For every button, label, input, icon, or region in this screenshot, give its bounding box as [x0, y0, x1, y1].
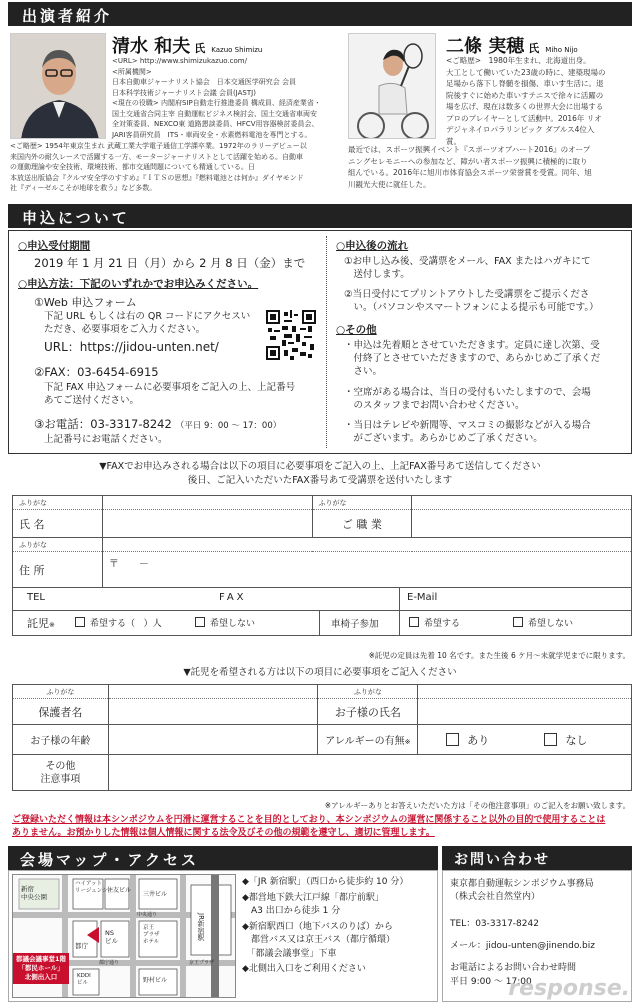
age-field[interactable] — [108, 725, 318, 755]
period-text: 2019 年 1 月 21 日（月）から 2 月 8 日（金）まで — [34, 256, 306, 270]
other-note-2: ・空席がある場合は、当日の受付もいたしますので、会場 のスタッフまでお問い合わせください。 — [344, 387, 591, 411]
map-label-tocho: 都庁 — [75, 942, 88, 950]
checkbox[interactable] — [195, 617, 205, 627]
map-label-sumitomo: 住友ビル — [107, 887, 132, 894]
privacy-notice: ご登録いただく情報は本シンポジウムを円滑に運営することを目的としており、本シンポジウムの運営に関係すること以外の目的で使用することは ありません。お預かりした情報は個人情報に関する法令及びその他の規範を遵守し、適切に管理します。 — [12, 815, 606, 838]
postal-mark: 〒 － — [108, 559, 149, 570]
childcare-note: ※託児の定員は先着 10 名です。また生後 6 ケ月～未就学児までに限ります。 — [368, 651, 630, 660]
job-furigana-field[interactable] — [412, 496, 632, 510]
child-form-table — [12, 684, 632, 791]
address-label: 住 所 — [19, 563, 45, 577]
job-field[interactable] — [412, 510, 632, 538]
qr-code[interactable] — [266, 310, 316, 360]
tel-heading: ③お電話：03-3317-8242 （平日 9：00 ～ 17：00） — [34, 417, 282, 431]
map-label-mitsui: 三井ビル — [143, 891, 168, 898]
fax-heading: ②FAX：03-6454-6915 — [34, 365, 159, 379]
child-name-label: お子様の氏名 — [334, 705, 401, 719]
fax-form-table — [12, 495, 632, 636]
contact-hours-head: お電話によるお問い合わせ時間 — [450, 963, 577, 973]
web-url[interactable]: URL：https://jidou-unten.net/ — [44, 340, 219, 354]
tel-label: TEL — [27, 592, 45, 603]
apply-title: 申込について — [22, 209, 130, 227]
allergy-label: アレルギーの有無※ — [325, 736, 411, 747]
performers-title: 出演者紹介 — [22, 7, 113, 25]
access-routes — [242, 876, 436, 977]
child-furigana-field[interactable] — [418, 685, 632, 699]
flow-step-2: ②当日受付にてプリントアウトした受講票をご提示くださ い。（パソコンやスマートフォンによる提示も可能です。） — [344, 289, 599, 313]
checkbox[interactable] — [446, 733, 459, 746]
contact-title-bar — [442, 846, 632, 870]
map-label-keiopl: 京王プラザ — [189, 960, 215, 966]
furigana-label: ふりがな — [318, 499, 347, 507]
performers-title-bar — [8, 2, 632, 26]
checkbox[interactable] — [513, 617, 523, 627]
address-field[interactable] — [102, 552, 631, 588]
route-bus: ◆新宿駅西口（地下バスのりば）から 都営バス又は京王バス（都庁循環） 「都議会議事堂」下車 — [242, 921, 396, 959]
apply-divider — [326, 236, 327, 448]
other-note-1: ・申込は先着順とさせていただきます。定員に達し次第、受 付終了とさせていただきますので、あらかじめご了承くだ さい。 — [344, 340, 601, 377]
map-label-ns: NS ビル — [105, 929, 118, 945]
email-field[interactable] — [453, 588, 631, 610]
address-furigana-field[interactable] — [102, 538, 631, 552]
shimizu-photo — [10, 33, 106, 139]
allergy-yes-option[interactable]: あり — [446, 734, 489, 747]
web-heading: ①Web 申込フォーム — [34, 296, 137, 309]
name-field[interactable] — [102, 510, 312, 538]
notes-label: その他 注意事項 — [40, 760, 81, 785]
checkbox[interactable] — [544, 733, 557, 746]
map-label-kddi: KDDI ビル — [77, 973, 91, 986]
contact-org: 東京都自動運転シンポジウム事務局 （株式会社自然堂内） — [450, 879, 594, 902]
contact-mail[interactable]: メール：jidou-unten@jinendo.biz — [450, 941, 595, 951]
allergy-no-option[interactable]: なし — [544, 734, 587, 747]
name-furigana-field[interactable] — [102, 496, 312, 510]
furigana-label: ふりがな — [19, 499, 47, 507]
fax-label: FAX — [219, 592, 247, 603]
name-label: 氏 名 — [19, 517, 45, 531]
nijo-bio-more: 最近では、スポーツ振興イベント『スポーツオブハート2016』のオープ ニングセレモニーへの参加など、障がい者スポーツ振興に積極的に取り 組んでいる。2016年に旭川市体育協会スポーツ栄誉賞を受賞。同年、旭 川観光大使に就任した。 — [348, 145, 592, 189]
web-text: 下記 URL もしくは右の QR コードにアクセスい ただき、必要事項をご入力ください。 — [44, 311, 251, 335]
route-entrance: ◆北側出入口をご利用ください — [242, 964, 366, 974]
checkbox[interactable] — [75, 617, 85, 627]
allergy-note: ※アレルギーありとお答えいただいた方は「その他注意事項」のご記入をお願い致します。 — [324, 801, 630, 810]
shimizu-name: 清水 和夫 氏 Kazuo Shimizu — [112, 36, 263, 57]
child-name-field[interactable] — [418, 699, 632, 725]
contact-tel[interactable]: TEL：03-3317-8242 — [450, 919, 539, 929]
map-label-nomura: 野村ビル — [143, 977, 168, 984]
child-form-intro: ▼託児を希望される方は以下の項目に必要事項をご記入ください — [183, 667, 457, 678]
other-heading: ○その他 — [336, 324, 377, 336]
flow-step-1: ①お申し込み後、受講票をメール、FAX またはハガキにて 送付します。 — [344, 256, 591, 280]
guardian-label: 保護者名 — [38, 705, 83, 719]
childcare-no-option[interactable]: 希望しない — [195, 616, 255, 629]
venue-title: 会場マップ・アクセス — [20, 851, 199, 869]
map-label-jr: JR新宿駅 — [197, 913, 205, 941]
venue-map[interactable] — [12, 874, 236, 998]
nijo-name: 二條 実穂 氏 Miho Nijo — [446, 36, 578, 57]
fax-field[interactable] — [263, 588, 393, 610]
childcare-want-option[interactable]: 希望する（ ）人 — [75, 616, 162, 629]
childcare-label: 託児※ — [27, 617, 55, 630]
venue-title-bar — [8, 846, 438, 870]
map-label-keio: 京王 プラザ ホテル — [143, 925, 160, 945]
map-label-chuo: 中央通り — [137, 912, 158, 918]
guardian-field[interactable] — [108, 699, 318, 725]
nijo-photo — [348, 33, 436, 139]
shimizu-bio: <ご略歴> 1954年東京生まれ 武蔵工業大学電子通信工学課卒業。1972年のラリーデビュー以 来国内外の耐久レースで活躍する一方、モータージャーナリストとして活躍を始める。自動車 の運動理論や安全技術、環境技術、都市交通問題についても精通している。日 本放送出版協会『クルマ安全学のすすめ』『ＩＴＳの思想』『燃料電池とは何か』ダイヤモンド 社『ディーゼルこそが地球を救う』など多数。 — [10, 142, 307, 192]
map-label-street: 都庁通り — [99, 960, 120, 966]
other-note-3: ・当日はテレビや新聞等、マスコミの撮影などが入る場合 がございます。あらかじめご了承ください。 — [344, 420, 591, 444]
route-jr: ◆「JR 新宿駅」（西口から徒歩約 10 分） — [242, 877, 409, 887]
contact-hours: 平日 9:00 ～ 17:00 — [450, 977, 532, 987]
method-heading: ○申込方法：下記のいずれかでお申込みください。 — [18, 278, 259, 290]
fax-text: 下記 FAX 申込フォームに必要事項をご記入の上、上記番号 あてご送付ください。 — [44, 382, 296, 406]
map-label-hall: 都議会議事堂1階 「都民ホール」 北側出入口 — [13, 953, 69, 984]
apply-title-bar — [8, 204, 632, 228]
map-label-park: 新宿 中央公園 — [21, 885, 47, 901]
watermark: response. — [508, 976, 630, 1001]
nijo-bio: <ご略歴> 1980年生まれ、北海道出身。 大工として働いていた23歳の時に、建築現場の 足場から落下し脊髄を損傷、車いす生活に。退 院後すぐに始めた車いすテニスで徐々に活躍の 場を広げ、現在は数多くの世界大会に出場する プロのプレイヤーとして活動中。2016年 リオ デジャネイロパラリンピック ダブルス4位入 賞。 — [446, 56, 606, 146]
route-subway: ◆都営地下鉄大江戸線「都庁前駅」 A3 出口から徒歩 1 分 — [242, 892, 384, 916]
period-heading: ○申込受付期間 — [18, 240, 91, 252]
furigana-label: ふりがな — [353, 688, 382, 696]
wheelchair-label: 車椅子参加 — [331, 619, 379, 630]
tel-text: 上記番号にお電話ください。 — [44, 434, 168, 445]
job-label: ご 職 業 — [341, 517, 382, 531]
notes-field[interactable] — [108, 755, 631, 791]
shimizu-profile: <URL> http://www.shimizukazuo.com/ <所属機関> 日本自動車ジャーナリスト協会 日本交通医学研究会 会員 日本科学技術ジャーナリスト会議 会員(JASTJ) <現在の役職> 内閣府SIP自動走行推進委員 構成員、経済産業省・ 国土交通省合同主宰 自動運転ビジネス検討会、国土交通省車両安 全対策委員、NEXCO東 道路懇談委員、HFCV用容器検討委員会、 JARI客員研究員 ITS・車両安全・水素燃料電池を専門とする。 — [112, 57, 321, 139]
wheelchair-no-option[interactable]: 希望しない — [513, 616, 573, 629]
furigana-label: ふりがな — [19, 541, 47, 549]
tel-field[interactable] — [73, 588, 203, 610]
map-label-hyatt: ハイアット リージェンシー — [75, 881, 114, 894]
age-label: お子様の年齢 — [30, 736, 91, 747]
wheelchair-want-option[interactable]: 希望する — [409, 616, 460, 629]
flow-heading: ○申込後の流れ — [336, 240, 409, 252]
furigana-label: ふりがな — [46, 688, 75, 696]
email-label: E-Mail — [407, 592, 438, 603]
checkbox[interactable] — [409, 617, 419, 627]
guardian-furigana-field[interactable] — [108, 685, 318, 699]
contact-title: お問い合わせ — [454, 852, 550, 868]
fax-form-intro: ▼FAXでお申込みされる場合は以下の項目に必要事項をご記入の上、上記FAX番号あて送信してください 後日、ご記入いただいたFAX番号あて受講票を送付いたします — [99, 461, 541, 486]
